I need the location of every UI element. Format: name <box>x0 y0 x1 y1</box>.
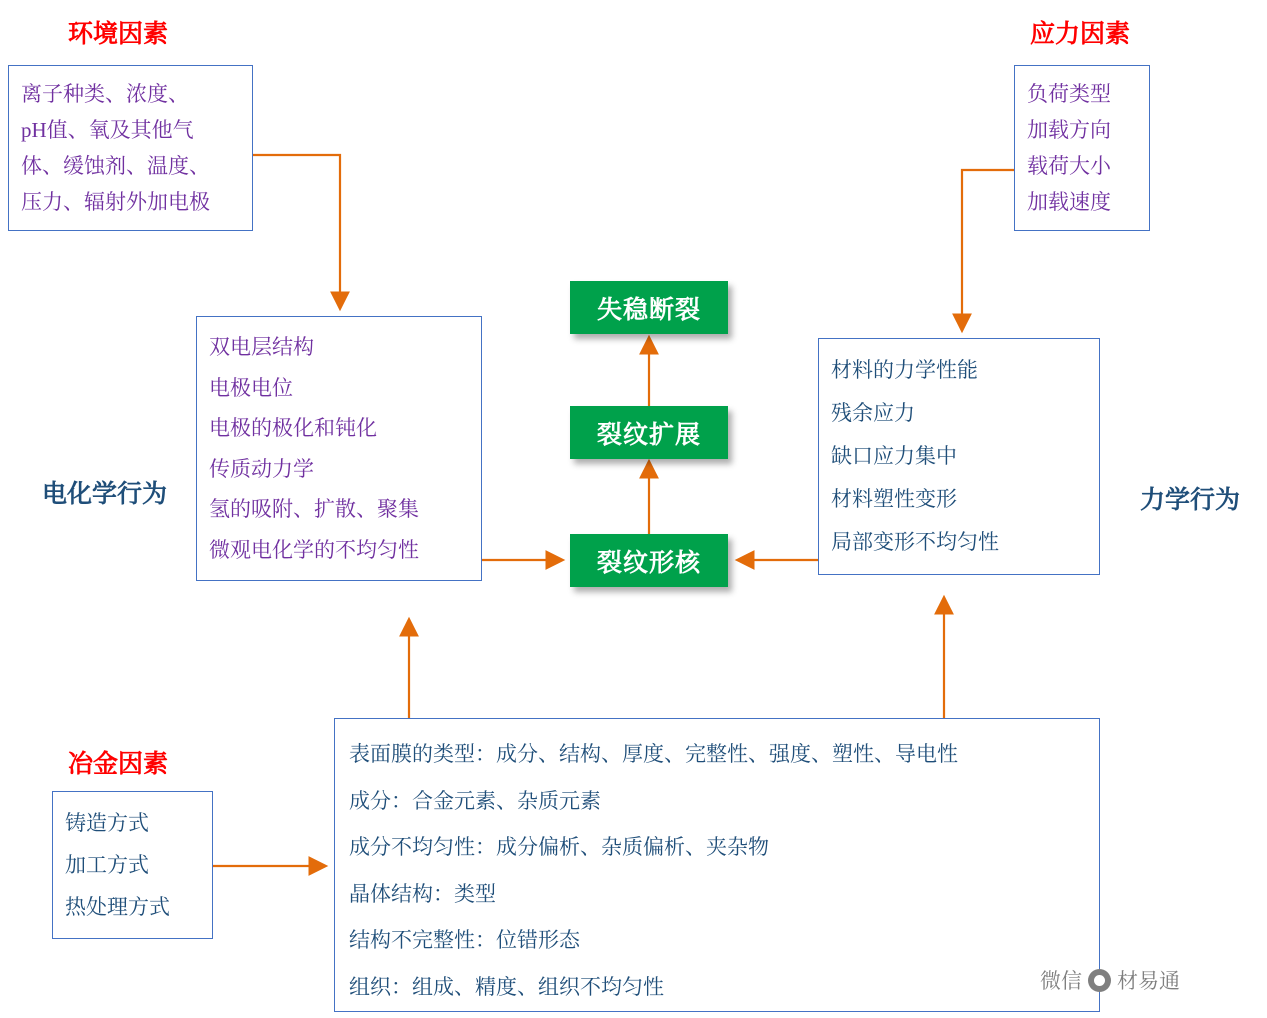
box-metallurgy-line-5: 结构不完整性：位错形态 <box>349 928 580 953</box>
heading-environment: 环境因素 <box>68 21 169 48</box>
heading-electrochemical: 电化学行为 <box>42 481 168 508</box>
stage-crack-propagation: 裂纹扩展 <box>570 406 728 459</box>
box-environment-line-4: 压力、辐射外加电极 <box>21 190 210 215</box>
watermark <box>1040 965 1180 995</box>
box-process-line-1: 铸造方式 <box>65 811 149 835</box>
heading-metallurgy: 冶金因素 <box>68 751 169 778</box>
box-mechanics-line-1: 材料的力学性能 <box>831 358 978 382</box>
box-metallurgy-line-4: 晶体结构：类型 <box>349 881 496 906</box>
box-process-line-2: 加工方式 <box>65 853 149 877</box>
heading-stress: 应力因素 <box>1030 21 1131 48</box>
box-electrochem-line-1: 双电层结构 <box>209 335 314 359</box>
box-stress-line-3: 载荷大小 <box>1027 154 1111 179</box>
box-metallurgy-line-6: 组织：组成、精度、组织不均匀性 <box>349 975 664 1000</box>
stage-crack-nucleation: 裂纹形核 <box>570 534 728 587</box>
box-metallurgy-line-1: 表面膜的类型：成分、结构、厚度、完整性、强度、塑性、导电性 <box>349 742 958 766</box>
box-metallurgical-factors <box>334 718 1100 1012</box>
box-environment-line-3: 体、缓蚀剂、温度、 <box>21 154 210 179</box>
box-electrochem-line-2: 电极电位 <box>209 375 293 400</box>
box-mechanics-line-5: 局部变形不均匀性 <box>831 530 999 555</box>
box-metallurgy-line-2: 成分：合金元素、杂质元素 <box>349 788 601 813</box>
box-stress-line-2: 加载方向 <box>1027 118 1111 143</box>
box-environment-factors <box>8 65 253 231</box>
box-environment-line-1: 离子种类、浓度、 <box>21 82 189 106</box>
heading-mechanics: 力学行为 <box>1140 487 1241 514</box>
box-environment-line-2: pH值、氧及其他气 <box>21 118 194 143</box>
box-stress-factors <box>1014 65 1150 231</box>
box-electrochem-line-4: 传质动力学 <box>209 456 314 481</box>
box-electrochem-line-5: 氢的吸附、扩散、聚集 <box>209 497 419 522</box>
stage-unstable-fracture: 失稳断裂 <box>570 281 728 334</box>
box-stress-line-1: 负荷类型 <box>1027 82 1111 106</box>
watermark-label: 材易通 <box>1117 969 1180 993</box>
arrow-environment-to-electrochem <box>253 155 340 308</box>
box-mechanics-line-4: 材料塑性变形 <box>831 487 957 512</box>
watermark-prefix: 微信 <box>1040 969 1082 993</box>
box-processing-methods <box>52 791 213 939</box>
box-stress-line-4: 加载速度 <box>1027 190 1111 215</box>
box-electrochemical-behavior <box>196 316 482 581</box>
box-mechanics-line-3: 缺口应力集中 <box>831 444 957 469</box>
watermark-logo-icon <box>1088 969 1111 992</box>
box-electrochem-line-6: 微观电化学的不均匀性 <box>209 537 419 562</box>
box-metallurgy-line-3: 成分不均匀性：成分偏析、杂质偏析、夹杂物 <box>349 835 769 860</box>
box-electrochem-line-3: 电极的极化和钝化 <box>209 416 377 441</box>
arrow-stress-to-mechanics <box>962 170 1014 330</box>
box-mechanics-line-2: 残余应力 <box>831 401 915 426</box>
box-mechanical-behavior <box>818 338 1100 575</box>
box-process-line-3: 热处理方式 <box>65 895 170 919</box>
